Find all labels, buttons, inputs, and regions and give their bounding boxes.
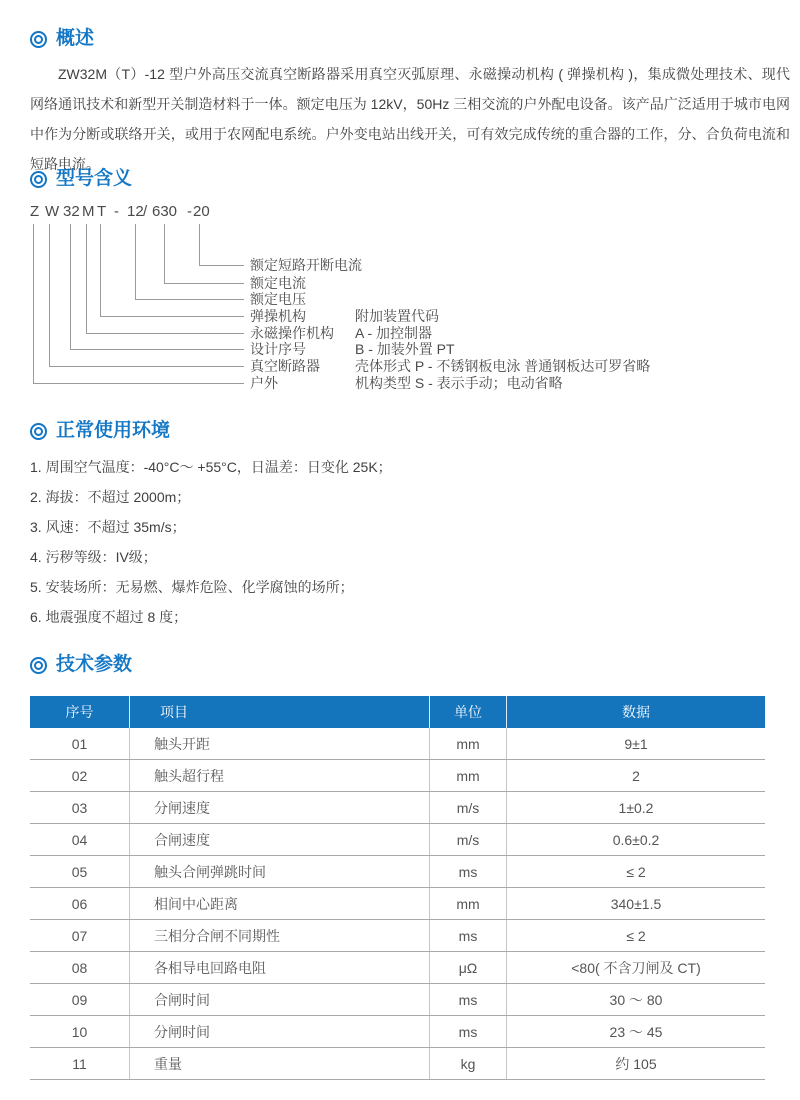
table-row xyxy=(30,1048,765,1080)
model-code-part: W xyxy=(45,203,60,220)
table-cell: ms xyxy=(429,984,506,1015)
diagram-note: 机构类型 S - 表示手动；电动省略 xyxy=(355,375,563,391)
model-title xyxy=(30,168,770,190)
table-cell: 01 xyxy=(71,735,88,752)
model-code-part: / xyxy=(143,203,148,220)
table-row xyxy=(30,824,765,856)
model-code-part: - xyxy=(187,203,192,220)
environment-list xyxy=(30,452,770,632)
section-specs xyxy=(30,654,765,1080)
table-cell: 触头超行程 xyxy=(129,760,429,791)
diagram-label: 弹操机构 xyxy=(250,308,306,324)
table-cell: 三相分合闸不同期性 xyxy=(129,920,429,951)
table-cell: <80( 不含刀闸及 CT) xyxy=(506,952,765,983)
list-item: 3. 风速：不超过 35m/s； xyxy=(30,519,186,535)
model-code-part: T xyxy=(97,203,107,220)
model-code-diagram xyxy=(30,203,770,405)
table-cell: 分闸速度 xyxy=(129,792,429,823)
diagram-label: 户外 xyxy=(250,375,278,391)
specs-title xyxy=(30,654,765,676)
list-item: 4. 污秽等级：IV级； xyxy=(30,549,157,565)
table-row xyxy=(30,1016,765,1048)
table-cell: μΩ xyxy=(429,952,506,983)
table-cell: 9±1 xyxy=(506,728,765,759)
diagram-label: 额定短路开断电流 xyxy=(250,257,362,273)
diagram-label: 额定电流 xyxy=(250,275,306,291)
model-code-part: M xyxy=(82,203,95,220)
environment-title-text: 正常使用环境 xyxy=(56,420,171,441)
model-code-part: - xyxy=(114,203,119,220)
table-cell: m/s xyxy=(429,824,506,855)
table-cell: 03 xyxy=(71,799,88,816)
table-cell: 触头合闸弹跳时间 xyxy=(129,856,429,887)
table-cell: mm xyxy=(429,888,506,919)
table-row xyxy=(30,984,765,1016)
table-cell: 30 ～ 80 xyxy=(506,984,765,1015)
table-cell: ms xyxy=(429,920,506,951)
table-cell: 10 xyxy=(71,1023,88,1040)
table-cell: 08 xyxy=(71,959,88,976)
list-item: 5. 安装场所：无易燃、爆炸危险、化学腐蚀的场所； xyxy=(30,579,354,595)
table-row xyxy=(30,888,765,920)
overview-paragraph: ZW32M（T）-12 型户外高压交流真空断路器采用真空灭弧原理、永磁操动机构 ( 弹操机构 )，集成微处理技术、现代网络通讯技术和新型开关制造材料于一体。额定电压为 12kV，50Hz 三相交流的户外配电设备。该产品广泛适用于城市电网中作为分断或联络开关，或用于农网配电系统。户外变电站出线开关，可有效完成传统的重合器的工作，分、合负荷电流和短路电流。 xyxy=(30,66,790,172)
table-cell: kg xyxy=(429,1048,506,1079)
table-cell: 11 xyxy=(72,1055,87,1072)
table-row xyxy=(30,952,765,984)
table-row xyxy=(30,728,765,760)
table-cell: 05 xyxy=(71,863,88,880)
environment-title xyxy=(30,420,770,442)
table-header-cell: 数据 xyxy=(506,696,765,728)
model-code-part: 32 xyxy=(63,203,80,220)
section-overview xyxy=(30,28,790,179)
model-code-part: 20 xyxy=(193,203,210,220)
table-cell: mm xyxy=(429,760,506,791)
diagram-note: A - 加控制器 xyxy=(355,325,433,341)
table-cell: 2 xyxy=(506,760,765,791)
connector-line xyxy=(33,224,244,384)
table-cell: 07 xyxy=(71,927,88,944)
table-cell: 09 xyxy=(71,991,88,1008)
section-bullet-icon xyxy=(30,171,47,188)
table-cell: ms xyxy=(429,1016,506,1047)
table-row xyxy=(30,760,765,792)
table-cell: 各相导电回路电阻 xyxy=(129,952,429,983)
table-cell: 04 xyxy=(71,831,88,848)
model-code-part: 630 xyxy=(152,203,178,220)
diagram-label: 真空断路器 xyxy=(250,358,320,374)
diagram-note: 壳体形式 P - 不锈钢板电泳 普通钢板达可罗省略 xyxy=(355,358,651,374)
diagram-label: 设计序号 xyxy=(250,341,306,357)
table-cell: 分闸时间 xyxy=(129,1016,429,1047)
table-cell: 约 105 xyxy=(506,1048,765,1079)
table-cell: 06 xyxy=(71,895,88,912)
table-cell: 02 xyxy=(71,767,88,784)
table-cell: 触头开距 xyxy=(129,728,429,759)
table-row xyxy=(30,792,765,824)
diagram-note: 附加装置代码 xyxy=(355,308,439,324)
section-bullet-icon xyxy=(30,31,47,48)
table-cell: 相间中心距离 xyxy=(129,888,429,919)
diagram-note: B - 加装外置 PT xyxy=(355,341,455,357)
model-code-part: 12 xyxy=(127,203,144,220)
table-cell: 合闸时间 xyxy=(129,984,429,1015)
specs-table-header xyxy=(30,696,765,728)
overview-title xyxy=(30,28,790,50)
table-cell: ≤ 2 xyxy=(506,856,765,887)
diagram-label: 额定电压 xyxy=(250,291,306,307)
table-cell: 1±0.2 xyxy=(506,792,765,823)
list-item: 1. 周围空气温度：-40°C～ +55°C，日温差：日变化 25K； xyxy=(30,459,392,475)
table-cell: 340±1.5 xyxy=(506,888,765,919)
table-cell: 合闸速度 xyxy=(129,824,429,855)
table-header-cell: 项目 xyxy=(129,696,429,728)
section-bullet-icon xyxy=(30,657,47,674)
overview-title-text: 概述 xyxy=(56,28,95,49)
table-row xyxy=(30,920,765,952)
table-header-cell: 单位 xyxy=(429,696,506,728)
table-cell: 重量 xyxy=(129,1048,429,1079)
specs-table-body xyxy=(30,728,765,1080)
specs-title-text: 技术参数 xyxy=(56,654,133,675)
table-cell: ms xyxy=(429,856,506,887)
list-item: 6. 地震强度不超过 8 度； xyxy=(30,609,188,625)
table-row xyxy=(30,856,765,888)
table-cell: mm xyxy=(429,728,506,759)
table-cell: 0.6±0.2 xyxy=(506,824,765,855)
section-environment xyxy=(30,420,770,632)
section-model-meaning xyxy=(30,168,770,405)
table-header-cell: 序号 xyxy=(65,704,94,720)
section-bullet-icon xyxy=(30,423,47,440)
model-title-text: 型号含义 xyxy=(56,168,133,189)
specs-table xyxy=(30,696,765,1080)
table-cell: m/s xyxy=(429,792,506,823)
diagram-label: 永磁操作机构 xyxy=(250,325,334,341)
list-item: 2. 海拔：不超过 2000m； xyxy=(30,489,191,505)
table-cell: 23 ～ 45 xyxy=(506,1016,765,1047)
table-cell: ≤ 2 xyxy=(506,920,765,951)
model-code-part: Z xyxy=(30,203,40,220)
